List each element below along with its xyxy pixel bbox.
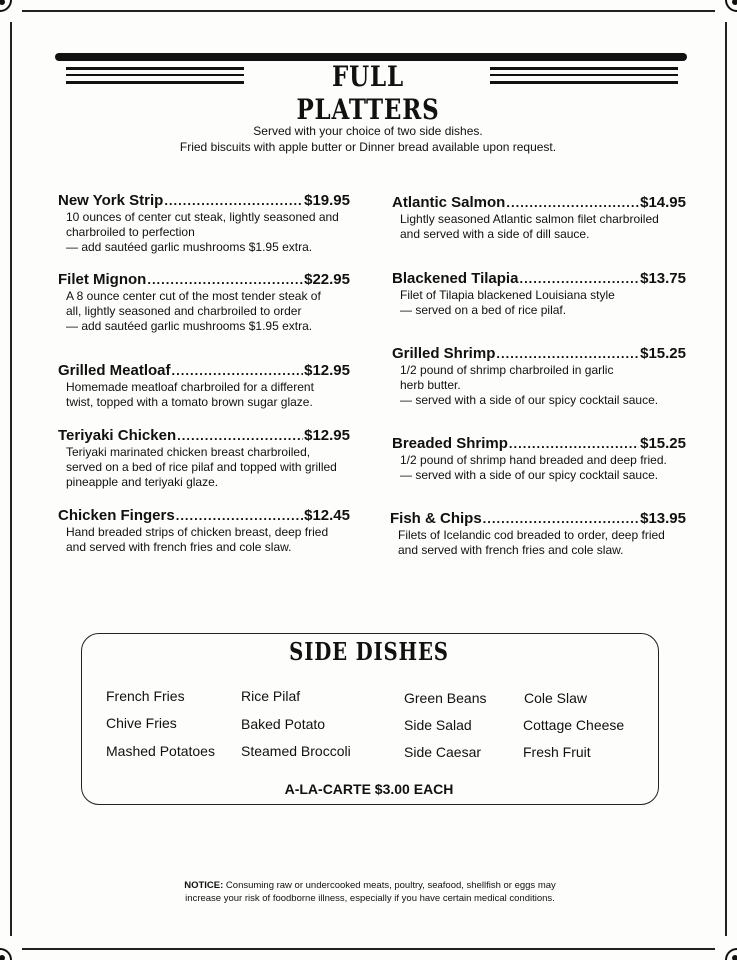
- item-description: [400, 288, 686, 318]
- item-name: Grilled Meatloaf: [58, 362, 171, 379]
- side-dish-item: Chive Fries: [106, 715, 177, 731]
- item-name: Atlantic Salmon: [392, 194, 506, 211]
- desc-line: Filets of Icelandic cod breaded to order, deep fried: [398, 528, 665, 542]
- item-description: [66, 289, 350, 334]
- corner-ornament-bottom-left: [0, 934, 26, 960]
- menu-item-grilled-meatloaf: [58, 362, 350, 410]
- menu-item-fish-and-chips: [390, 510, 686, 558]
- a-la-carte-price: A-LA-CARTE $3.00 EACH: [284, 781, 454, 797]
- item-price: $19.95: [304, 192, 350, 209]
- desc-line: all, lightly seasoned and charbroiled to order: [66, 304, 302, 318]
- item-name: Teriyaki Chicken: [58, 427, 177, 444]
- item-price: $12.95: [304, 427, 350, 444]
- notice-text-line-2: increase your risk of foodborne illness, especially if you have certain medical conditions.: [185, 893, 555, 904]
- item-price: $12.45: [304, 507, 350, 524]
- desc-line: — served with a side of our spicy cocktail sauce.: [400, 468, 659, 482]
- item-name: Filet Mignon: [58, 271, 147, 288]
- side-dish-item: Cottage Cheese: [523, 717, 625, 733]
- header-bar-left-2: [66, 74, 244, 76]
- item-price: $12.95: [304, 362, 350, 379]
- desc-line: 1/2 pound of shrimp charbroiled in garlic: [400, 363, 614, 377]
- item-description: [66, 445, 350, 490]
- side-dish-item: French Fries: [106, 688, 185, 704]
- desc-line: — add sautéed garlic mushrooms $1.95 extra.: [66, 319, 313, 333]
- menu-item-filet-mignon: [58, 271, 350, 334]
- item-description: [400, 453, 686, 483]
- menu-item-chicken-fingers: [58, 507, 350, 555]
- leader-dots: [506, 195, 639, 210]
- desc-line: pineapple and teriyaki glaze.: [66, 475, 219, 489]
- desc-line: 10 ounces of center cut steak, lightly seasoned and: [66, 210, 339, 224]
- leader-dots: [147, 272, 303, 287]
- side-dish-item: Side Caesar: [404, 744, 482, 760]
- side-dish-item: Fresh Fruit: [523, 744, 591, 760]
- corner-ornament-top-left: [0, 0, 26, 26]
- desc-line: Filet of Tilapia blackened Louisiana style: [400, 288, 615, 302]
- item-name: New York Strip: [58, 192, 164, 209]
- side-dish-item: Cole Slaw: [524, 690, 588, 706]
- leader-dots: [164, 193, 303, 208]
- desc-line: Teriyaki marinated chicken breast charbroiled,: [66, 445, 311, 459]
- desc-line: and served with french fries and cole slaw.: [398, 543, 624, 557]
- desc-line: — served with a side of our spicy cocktail sauce.: [400, 393, 659, 407]
- leader-dots: [483, 511, 639, 526]
- desc-line: — served on a bed of rice pilaf.: [400, 303, 567, 317]
- item-name: Chicken Fingers: [58, 507, 175, 524]
- frame-left: [10, 22, 12, 936]
- menu-item-blackened-tilapia: [392, 270, 686, 318]
- notice-text-line-1: Consuming raw or undercooked meats, poultry, seafood, shellfish or eggs may: [223, 880, 556, 891]
- notice-label: NOTICE:: [184, 880, 224, 891]
- menu-item-atlantic-salmon: [392, 194, 686, 242]
- side-dishes-title: SIDE DISHES: [289, 637, 449, 666]
- header-bar-right-2: [490, 74, 678, 76]
- frame-top: [22, 10, 715, 12]
- desc-line: Lightly seasoned Atlantic salmon filet charbroiled: [400, 212, 659, 226]
- desc-line: and served with french fries and cole slaw.: [66, 540, 292, 554]
- desc-line: Hand breaded strips of chicken breast, deep fried: [66, 525, 329, 539]
- corner-ornament-top-right: [711, 0, 737, 26]
- corner-ornament-bottom-right: [711, 934, 737, 960]
- leader-dots: [176, 508, 303, 523]
- leader-dots: [172, 363, 304, 378]
- desc-line: 1/2 pound of shrimp hand breaded and deep fried.: [400, 453, 667, 467]
- side-dish-item: Steamed Broccoli: [241, 743, 351, 759]
- page-title: FULL PLATTERS: [296, 60, 440, 126]
- item-description: [398, 528, 686, 558]
- menu-item-teriyaki-chicken: [58, 427, 350, 490]
- menu-item-breaded-shrimp: [392, 435, 686, 483]
- desc-line: charbroiled to perfection: [66, 225, 195, 239]
- side-dish-item: Green Beans: [404, 690, 487, 706]
- leader-dots: [519, 271, 639, 286]
- side-dish-item: Rice Pilaf: [241, 688, 301, 704]
- item-name: Fish & Chips: [390, 510, 482, 527]
- desc-line: Homemade meatloaf charbroiled for a different: [66, 380, 314, 394]
- desc-line: twist, topped with a tomato brown sugar glaze.: [66, 395, 313, 409]
- side-dish-item: Mashed Potatoes: [106, 743, 215, 759]
- leader-dots: [509, 436, 639, 451]
- intro-line-2: Fried biscuits with apple butter or Dinner bread available upon request.: [179, 140, 557, 154]
- item-price: $14.95: [640, 194, 686, 211]
- header-bar-left-3: [66, 81, 244, 84]
- leader-dots: [177, 428, 303, 443]
- item-description: [66, 210, 350, 255]
- desc-line: and served with a side of dill sauce.: [400, 227, 590, 241]
- intro-text: [100, 123, 636, 155]
- item-price: $15.25: [640, 345, 686, 362]
- intro-line-1: Served with your choice of two side dishes.: [253, 124, 483, 138]
- item-price: $15.25: [640, 435, 686, 452]
- frame-right: [725, 22, 727, 936]
- item-name: Blackened Tilapia: [392, 270, 519, 287]
- frame-bottom: [22, 948, 715, 950]
- item-price: $22.95: [304, 271, 350, 288]
- desc-line: served on a bed of rice pilaf and topped with grilled: [66, 460, 337, 474]
- desc-line: — add sautéed garlic mushrooms $1.95 extra.: [66, 240, 313, 254]
- item-name: Breaded Shrimp: [392, 435, 508, 452]
- desc-line: A 8 ounce center cut of the most tender steak of: [66, 289, 321, 303]
- leader-dots: [496, 346, 639, 361]
- menu-item-grilled-shrimp: [392, 345, 686, 408]
- item-price: $13.95: [640, 510, 686, 527]
- header-bar-right-1: [490, 67, 678, 70]
- health-notice: [140, 879, 600, 905]
- side-dish-item: Side Salad: [404, 717, 472, 733]
- item-description: [400, 212, 686, 242]
- header-bar-left-1: [66, 67, 244, 70]
- item-description: [66, 525, 350, 555]
- desc-line: herb butter.: [400, 378, 461, 392]
- item-description: [66, 380, 350, 410]
- item-price: $13.75: [640, 270, 686, 287]
- header-bar-right-3: [490, 81, 678, 84]
- menu-item-new-york-strip: [58, 192, 350, 255]
- item-name: Grilled Shrimp: [392, 345, 496, 362]
- item-description: [400, 363, 686, 408]
- side-dish-item: Baked Potato: [241, 716, 326, 732]
